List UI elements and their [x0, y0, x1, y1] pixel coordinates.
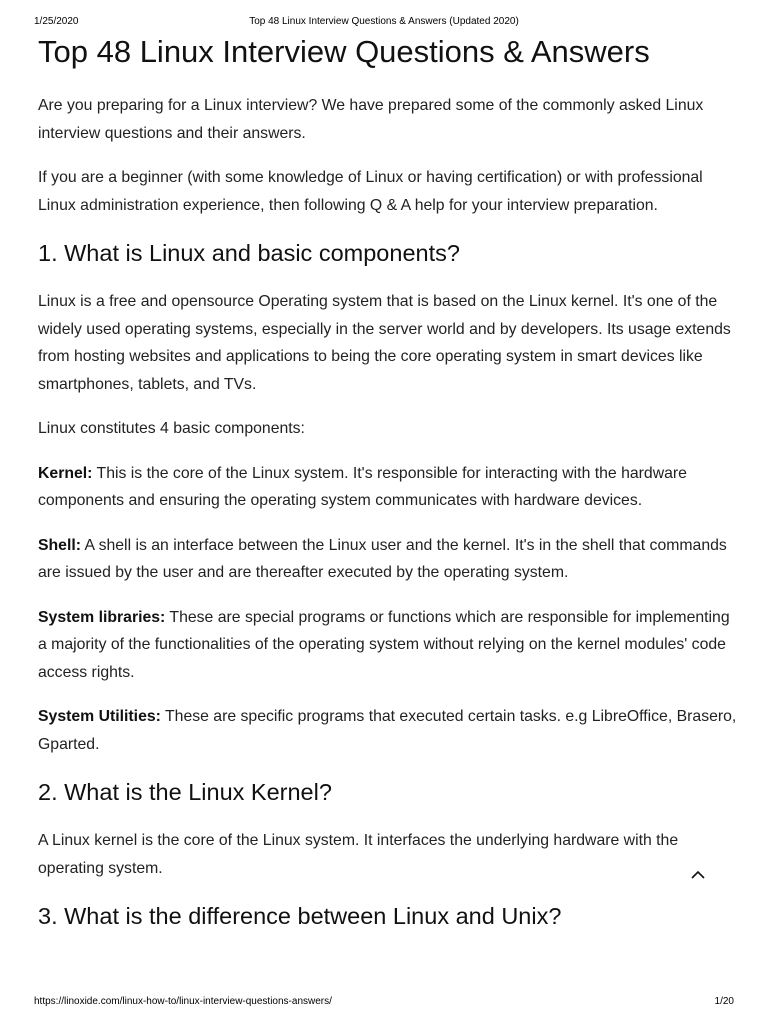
component-system-libraries	[38, 604, 738, 687]
question-1-heading: 1. What is Linux and basic components?	[38, 240, 460, 266]
component-shell	[38, 532, 738, 587]
print-url: https://linoxide.com/linux-how-to/linux-interview-questions-answers/	[34, 996, 332, 1007]
print-footer	[34, 996, 734, 1010]
print-date: 1/25/2020	[34, 16, 79, 27]
intro-paragraph-2: If you are a beginner (with some knowledge of Linux or having certification) or with professional Linux administration experience, then following Q & A help for your interview preparation.	[38, 169, 703, 214]
component-text: These are special programs or functions which are responsible for implementing a majority of the functionalities of the operating system without relying on the kernel modules' code access rights.	[38, 608, 730, 681]
question-3-heading: 3. What is the difference between Linux and Unix?	[38, 903, 562, 929]
component-label: System Utilities:	[38, 708, 161, 725]
components-intro: Linux constitutes 4 basic components:	[38, 420, 305, 437]
component-text: This is the core of the Linux system. It's responsible for interacting with the hardware components and ensuring the operating system communicates with hardware devices.	[38, 464, 687, 509]
chevron-up-icon	[690, 869, 706, 881]
component-text: These are specific programs that executed certain tasks. e.g LibreOffice, Brasero, Gparted.	[38, 708, 737, 753]
question-2-answer: A Linux kernel is the core of the Linux system. It interfaces the underlying hardware with the operating system.	[38, 832, 679, 877]
print-doc-title: Top 48 Linux Interview Questions & Answers (Updated 2020)	[249, 16, 519, 27]
question-2-heading: 2. What is the Linux Kernel?	[38, 779, 332, 805]
component-kernel	[38, 460, 738, 515]
component-label: Kernel:	[38, 464, 93, 482]
page-number: 1/20	[714, 996, 734, 1007]
component-text: A shell is an interface between the Linux user and the kernel. It's in the shell that commands are issued by the user and are thereafter executed by the operating system.	[38, 536, 727, 581]
page-title: Top 48 Linux Interview Questions & Answers	[38, 34, 650, 69]
component-label: Shell:	[38, 536, 82, 554]
scroll-to-top-button[interactable]	[690, 868, 706, 880]
intro-paragraph-1: Are you preparing for a Linux interview? We have prepared some of the commonly asked Linux interview questions and their answers.	[38, 97, 704, 142]
component-system-utilities	[38, 703, 738, 758]
component-label: System libraries:	[38, 608, 166, 626]
question-1-answer: Linux is a free and opensource Operating system that is based on the Linux kernel. It's one of the widely used operating systems, especially in the server world and by developers. Its usage extends from hosting websites and applications to being the core operating system in smart devices like smartphones, tablets, and TVs.	[38, 293, 731, 393]
article	[38, 32, 738, 951]
print-header	[34, 16, 734, 30]
